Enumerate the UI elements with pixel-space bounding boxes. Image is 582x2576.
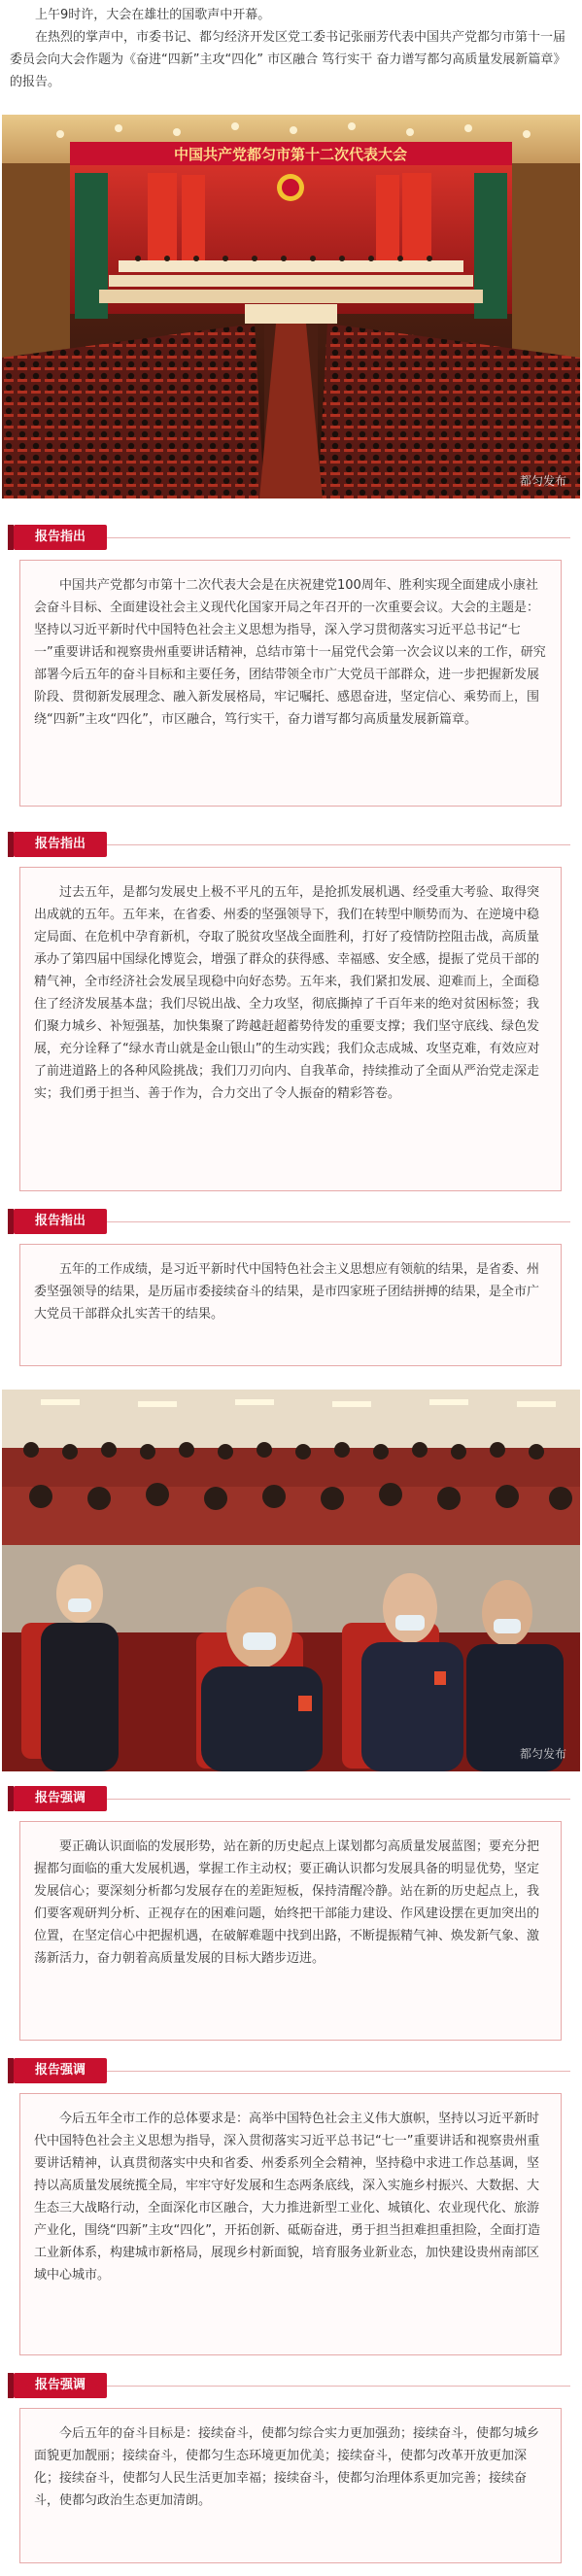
- section-box-5: [19, 2093, 562, 2355]
- section-tag-5: 报告强调: [14, 2058, 107, 2083]
- section-divider-1: [107, 537, 570, 538]
- congress-hall-photo: [2, 115, 580, 498]
- section-divider-5: [107, 2071, 570, 2072]
- delegates-illustration: [2, 1390, 580, 1771]
- section-text-4: 要正确认识面临的发展形势，站在新的历史起点上谋划都匀高质量发展蓝图；要充分把握都匀面临的重大发展机遇，掌握工作主动权；要正确认识都匀发展具备的明显优势，坚定发展信心；要深刻分析都匀发展存在的差距短板，保持清醒冷静。站在新的历史起点上，我们要客观研判分析、正视存在的困难问题，始终把干部能力建设、作风建设摆在更加突出的位置，在坚定信心中把握机遇，在破解难题中找到出路，不断提振精气神、焕发新气象、激荡新活力，奋力朝着高质量发展的目标大踏步迈进。: [34, 1839, 540, 1966]
- section-divider-6: [107, 2386, 570, 2387]
- section-text-6: 今后五年的奋斗目标是：接续奋斗，使都匀综合实力更加强劲；接续奋斗，使都匀城乡面貌更加靓丽；接续奋斗，使都匀生态环境更加优美；接续奋斗，使都匀改革开放更加深化；接续奋斗，使都匀人民生活更加幸福；接续奋斗，使都匀治理体系更加完善；接续奋斗，使都匀政治生态更加清朗。: [34, 2426, 540, 2508]
- section-text-1: 中国共产党都匀市第十二次代表大会是在庆祝建党100周年、胜利实现全面建成小康社会奋斗目标、全面建设社会主义现代化国家开局之年召开的一次重要会议。大会的主题是：坚持以习近平新时代中国特色社会主义思想为指导，深入学习贯彻落实习近平总书记“七一”重要讲话和视察贵州重要讲话精神，总结市第十一届党代会第一次会议以来的工作，研究部署今后五年的奋斗目标和主要任务，团结带领全市广大党员干部群众，进一步把握新发展阶段、贯彻新发展理念、融入新发展格局，牢记嘱托、感恩奋进，坚定信心、乘势而上，围绕“四新”主攻“四化”，市区融合，笃行实干，奋力谱写都匀高质量发展新篇章。: [34, 578, 546, 727]
- section-divider-4: [107, 1799, 570, 1800]
- section-divider-2: [107, 844, 570, 845]
- section-divider-3: [107, 1221, 570, 1222]
- section-tag-3: 报告指出: [14, 1209, 107, 1234]
- section-tag-6: 报告强调: [14, 2373, 107, 2398]
- intro-line-2: 在热烈的掌声中，市委书记、都匀经济开发区党工委书记张丽芳代表中国共产党都匀市第十一届委员会向大会作题为《奋进“四新”主攻“四化” 市区融合 笃行实干 奋力谱写都匀高质量发展新篇章》的报告。: [10, 30, 566, 89]
- section-tag-1: 报告指出: [14, 525, 107, 550]
- section-box-2: [19, 867, 562, 1191]
- delegates-photo: [2, 1390, 580, 1771]
- section-text-3: 五年的工作成绩，是习近平新时代中国特色社会主义思想应有领航的结果，是省委、州委坚强领导的结果，是历届市委接续奋斗的结果，是市四家班子团结拼搏的结果，是全市广大党员干部群众扎实苦干的结果。: [34, 1262, 540, 1322]
- section-tag-4: 报告强调: [14, 1786, 107, 1811]
- photo2-watermark: 都匀发布: [519, 1747, 566, 1761]
- section-text-2: 过去五年，是都匀发展史上极不平凡的五年，是抢抓发展机遇、经受重大考验、取得突出成就的五年。五年来，在省委、州委的坚强领导下，我们在转型中顺势而为、在逆境中稳定局面、在危机中孕育新机，夺取了脱贫攻坚战全面胜利，打好了疫情防控阻击战，高质量承办了第四届中国绿化博览会，增强了群众的获得感、幸福感、安全感，提振了党员干部的精气神，全市经济社会发展呈现稳中向好态势。五年来，我们紧扣发展、迎难而上，全面稳住了经济发展基本盘；我们尽锐出战、全力攻坚，彻底撕掉了千百年来的绝对贫困标签；我们聚力城乡、补短强基，加快集聚了跨越赶超蓄势待发的重要支撑；我们坚守底线、绿色发展，充分诠释了“绿水青山就是金山银山”的生动实践；我们众志成城、攻坚克难，有效应对了前进道路上的各种风险挑战；我们刀刃向内、自我革命，持续推动了全面从严治党走深走实；我们勇于担当、善于作为，合力交出了令人振奋的精彩答卷。: [34, 885, 540, 1101]
- hall-banner-text: 中国共产党都匀市第十二次代表大会: [173, 146, 408, 163]
- intro-paragraphs: [10, 4, 573, 93]
- section-box-3: [19, 1244, 562, 1366]
- section-tag-2: 报告指出: [14, 832, 107, 857]
- congress-hall-illustration: [2, 115, 580, 498]
- section-box-6: [19, 2408, 562, 2563]
- section-text-5: 今后五年全市工作的总体要求是：高举中国特色社会主义伟大旗帜，坚持以习近平新时代中国特色社会主义思想为指导，深入贯彻落实习近平总书记“七一”重要讲话和视察贵州重要讲话精神，认真贯彻落实中央和省委、州委系列全会精神，坚持稳中求进工作总基调，坚持以高质量发展统揽全局，牢牢守好发展和生态两条底线，深入实施乡村振兴、大数据、大生态三大战略行动，全面深化市区融合，大力推进新型工业化、城镇化、农业现代化、旅游产业化，围绕“四新”主攻“四化”，开拓创新、砥砺奋进，勇于担当担难担重担险，全面打造工业新体系，构建城市新格局，展现乡村新面貌，培育服务业新业态，加快建设贵州南部区域中心城市。: [34, 2112, 540, 2283]
- intro-line-1: 上午9时许，大会在雄壮的国歌声中开幕。: [35, 8, 271, 22]
- section-box-1: [19, 560, 562, 807]
- photo1-watermark: 都匀发布: [519, 474, 566, 488]
- section-box-4: [19, 1821, 562, 2041]
